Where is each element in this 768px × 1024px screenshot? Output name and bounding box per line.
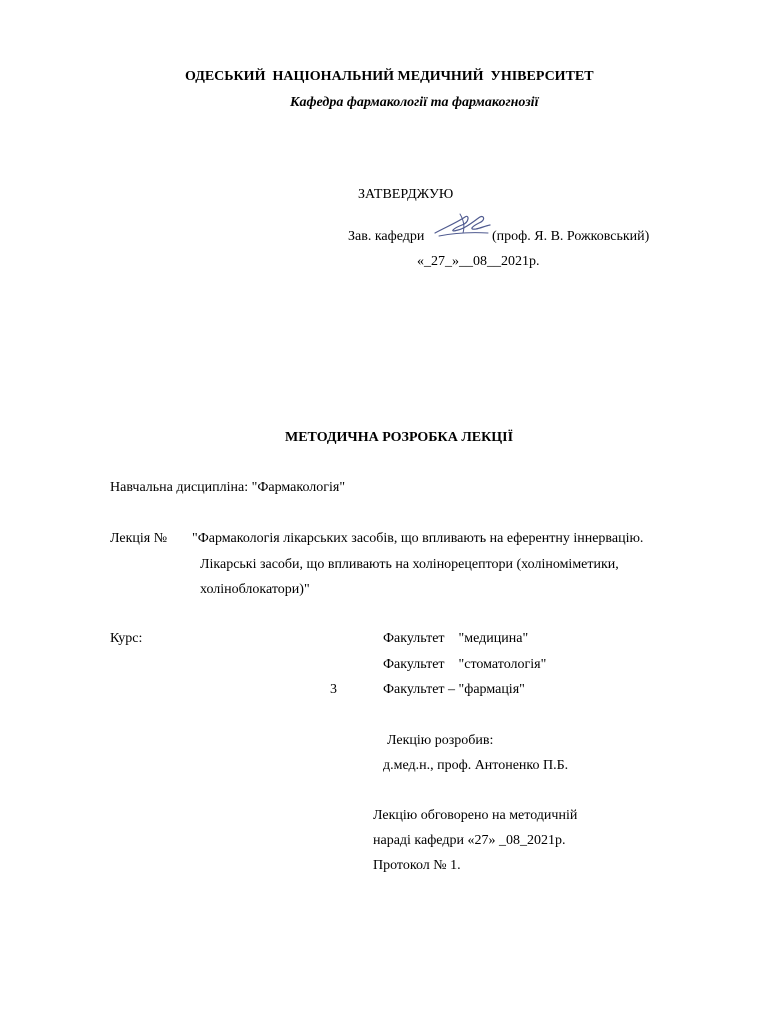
- discipline-line: Навчальна дисципліна: "Фармакологія": [110, 480, 346, 495]
- head-name: (проф. Я. В. Рожковський): [492, 229, 650, 244]
- protocol-line: Протокол № 1.: [373, 858, 461, 873]
- lecture-title-line-3: холіноблокатори)": [200, 582, 310, 597]
- approval-title: ЗАТВЕРДЖУЮ: [358, 187, 454, 202]
- discussion-line-1: Лекцію обговорено на методичній: [373, 808, 578, 823]
- discussion-line-2: нараді кафедри «27» _08_2021р.: [373, 833, 566, 848]
- lecture-label: Лекція №: [110, 531, 168, 546]
- approval-date: «_27_»__08__2021р.: [417, 254, 540, 269]
- course-label: Курс:: [110, 631, 143, 646]
- lecture-title-line-1: "Фармакологія лікарських засобів, що впливають на еферентну іннервацію.: [192, 531, 644, 546]
- faculty-line-3: Факультет – "фармація": [383, 682, 525, 697]
- signature: [432, 208, 494, 244]
- faculty-line-2: Факультет "стоматологія": [383, 657, 547, 672]
- course-number: 3: [330, 682, 337, 697]
- document-title: МЕТОДИЧНА РОЗРОБКА ЛЕКЦІЇ: [285, 430, 514, 445]
- university-name: ОДЕСЬКИЙ НАЦІОНАЛЬНИЙ МЕДИЧНИЙ УНІВЕРСИТЕТ: [185, 69, 594, 84]
- head-label: Зав. кафедри: [348, 229, 425, 244]
- lecture-title-line-2: Лікарські засоби, що впливають на холінорецептори (холіноміметики,: [200, 557, 619, 572]
- author-label: Лекцію розробив:: [387, 733, 494, 748]
- faculty-line-1: Факультет "медицина": [383, 631, 529, 646]
- author-name: д.мед.н., проф. Антоненко П.Б.: [383, 758, 569, 773]
- department-name: Кафедра фармакології та фармакогнозії: [290, 95, 539, 110]
